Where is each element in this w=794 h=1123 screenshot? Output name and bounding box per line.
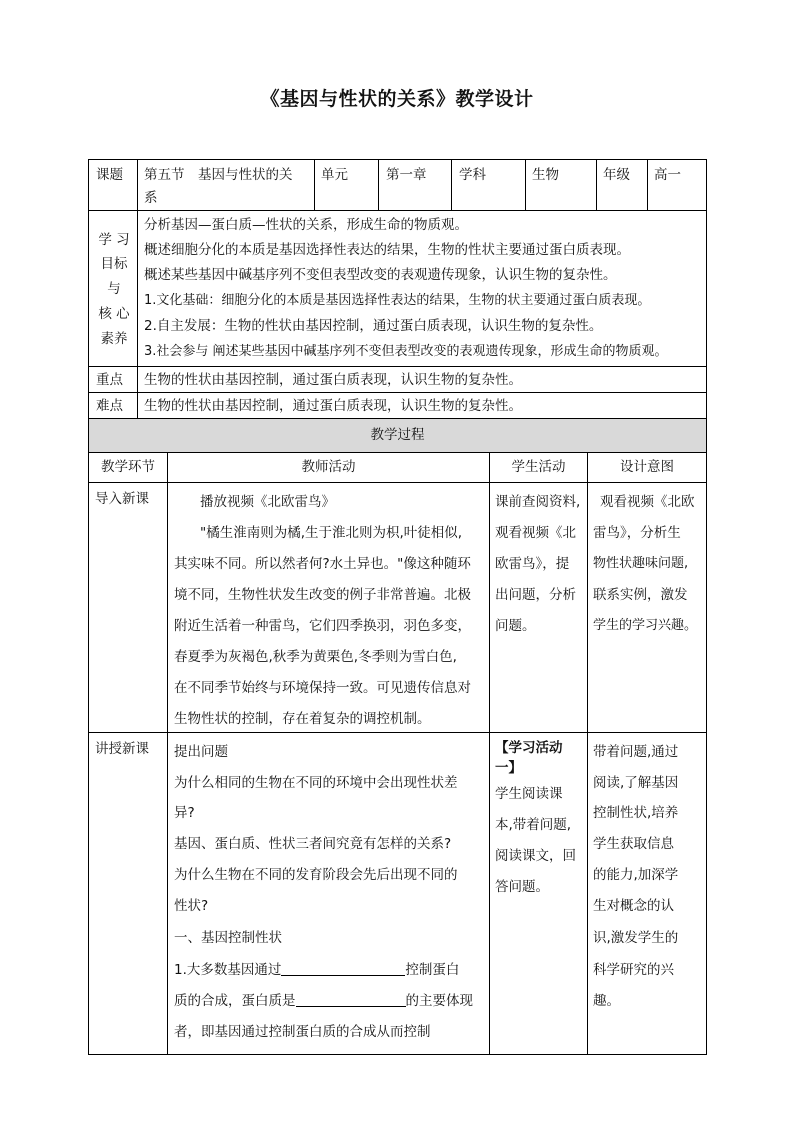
key-point-label: 重点 — [96, 372, 123, 388]
goal-item: 3.社会参与 阐述某些基因中碱基序列不变但表型改变的表观遗传现象，形成生命的物质观。 — [144, 344, 668, 359]
process-header: 教学过程 — [370, 427, 425, 443]
unit-label: 单元 — [321, 167, 348, 183]
difficulty-label: 难点 — [96, 398, 123, 414]
page-title: 《基因与性状的关系》教学设计 — [260, 88, 534, 110]
column-header-intent: 设计意图 — [620, 459, 674, 475]
goal-item: 分析基因—蛋白质—性状的关系，形成生命的物质观。 — [144, 217, 468, 233]
fill-blank-line-1: 1.大多数基因通过 控制蛋白 — [174, 962, 460, 978]
blank-field[interactable] — [296, 992, 406, 1007]
key-point-text: 生物的性状由基因控制，通过蛋白质表现，认识生物的复杂性。 — [144, 372, 522, 388]
goal-item: 概述某些基因中碱基序列不变但表型改变的表观遗传现象，认识生物的复杂性。 — [144, 267, 617, 283]
topic-label: 课题 — [96, 167, 123, 183]
intro-stage: 导入新课 — [95, 491, 149, 507]
grade-label: 年级 — [603, 167, 630, 183]
column-header-student: 学生活动 — [511, 459, 566, 475]
lecture-stage: 讲授新课 — [95, 741, 149, 757]
topic-value-line1: 第五节 基因与性状的关 — [144, 167, 293, 183]
goal-item: 1.文化基础：细胞分化的本质是基因选择性表达的结果，生物的状主要通过蛋白质表现。 — [144, 293, 651, 308]
column-header-teacher: 教师活动 — [301, 459, 356, 475]
goal-item: 2.自主发展：生物的性状由基因控制，通过蛋白质表现，认识生物的复杂性。 — [144, 318, 603, 334]
blank-field[interactable] — [281, 961, 405, 976]
goal-item: 概述细胞分化的本质是基因选择性表达的结果，生物的性状主要通过蛋白质表现。 — [144, 242, 630, 258]
column-header-stage: 教学环节 — [101, 459, 155, 475]
grade-value: 高一 — [654, 167, 681, 183]
topic-value-line2: 系 — [144, 190, 158, 206]
subject-label: 学科 — [459, 167, 486, 183]
difficulty-text: 生物的性状由基因控制，通过蛋白质表现，认识生物的复杂性。 — [144, 398, 522, 414]
fill-blank-line-2: 质的合成，蛋白质是 的主要体现 — [174, 993, 473, 1009]
subject-value: 生物 — [532, 167, 559, 183]
unit-value: 第一章 — [386, 167, 427, 183]
